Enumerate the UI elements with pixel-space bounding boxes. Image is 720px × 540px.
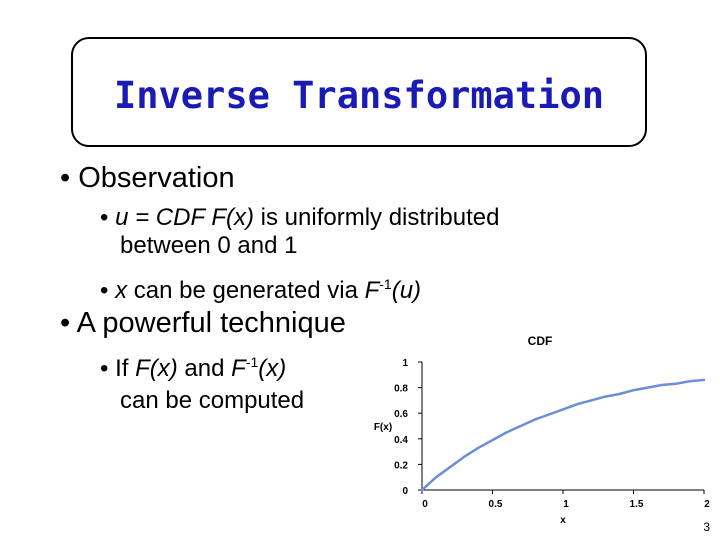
y-tick-label: 0.4 xyxy=(394,434,408,446)
x-tick-label: 1 xyxy=(563,499,569,510)
x-tick-label: 1.5 xyxy=(629,499,644,510)
sub-bullet-dot: • xyxy=(100,355,109,382)
sub-bullet-dot: • xyxy=(100,204,109,231)
page-number: 3 xyxy=(703,520,710,534)
fx-text: F(x) xyxy=(211,204,255,231)
chart-ticks xyxy=(394,358,710,510)
var-u: u xyxy=(115,204,129,231)
x-tick-label: 2 xyxy=(704,499,710,510)
sub-bullet-uniform-line2: between 0 and 1 xyxy=(120,232,298,259)
if-text: If xyxy=(115,355,136,382)
uniform-text: is uniformly distributed xyxy=(254,204,500,231)
fx-text-2: F(x) xyxy=(135,355,178,382)
sub-bullet-computed-line2: can be computed xyxy=(120,387,305,414)
chart-axes xyxy=(422,362,704,490)
arg-u: (u) xyxy=(391,277,422,304)
bullet-dot: • xyxy=(60,162,71,194)
x-tick-label: 0 xyxy=(422,499,428,510)
inverse-F-2: F xyxy=(231,355,246,382)
cdf-text: = CDF xyxy=(128,204,212,231)
bullet-technique-text: A powerful technique xyxy=(76,307,346,339)
y-tick-label: 0 xyxy=(402,486,408,497)
inverse-sup: -1 xyxy=(379,276,392,292)
x-axis-label: x xyxy=(560,515,566,526)
bullet-dot: • xyxy=(60,307,71,339)
y-tick-label: 0.6 xyxy=(394,409,408,421)
chart-series xyxy=(422,380,704,490)
generate-text: can be generated via xyxy=(127,277,365,304)
chart-title: CDF xyxy=(527,334,553,348)
y-tick-label: 0.2 xyxy=(394,460,408,472)
y-axis-label: F(x) xyxy=(373,422,393,433)
bullet-observation-text: Observation xyxy=(78,162,235,194)
inverse-F: F xyxy=(364,277,380,304)
y-tick-label: 0.8 xyxy=(394,383,408,395)
inverse-sup-2: -1 xyxy=(245,354,259,370)
x-tick-label: 0.5 xyxy=(488,499,503,510)
cdf-series-line xyxy=(422,380,704,490)
and-text: and xyxy=(177,355,232,382)
arg-x: (x) xyxy=(258,355,287,382)
sub-bullet-dot: • xyxy=(100,277,109,304)
slide-title: Inverse Transformation xyxy=(113,73,605,117)
var-x: x xyxy=(115,277,128,304)
y-tick-label: 1 xyxy=(402,358,408,369)
